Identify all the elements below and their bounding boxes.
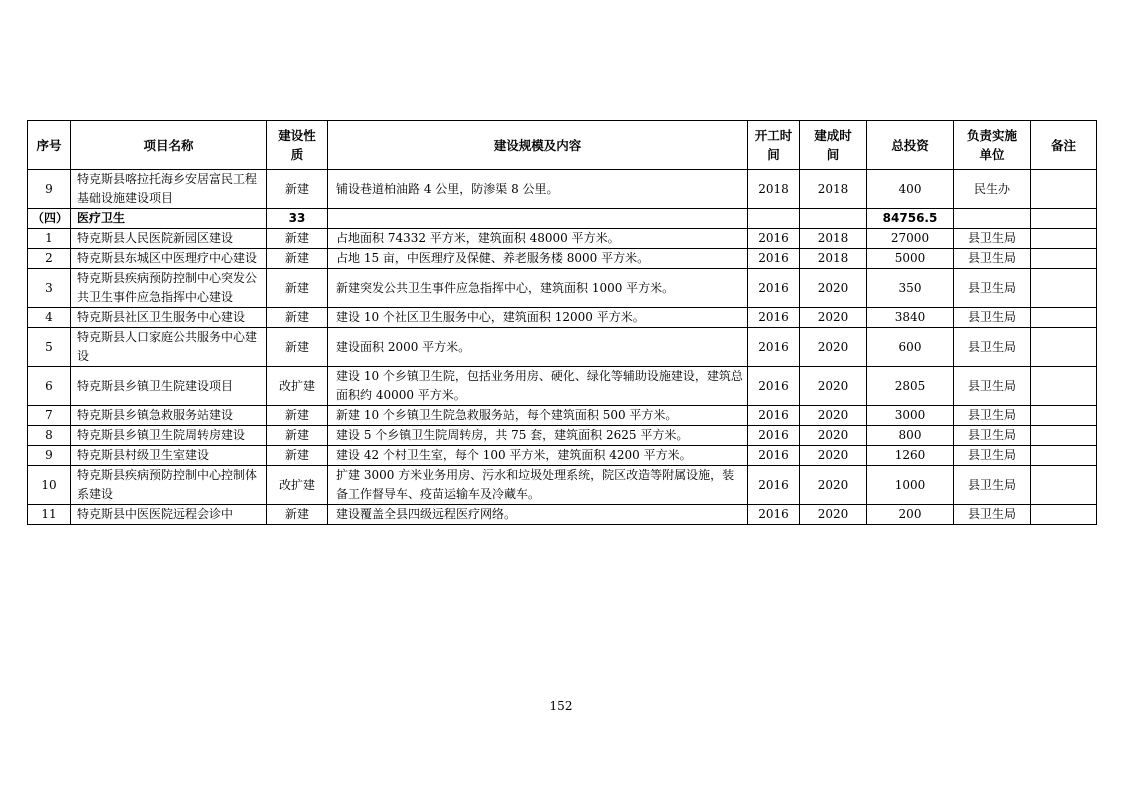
cell-investment: 400 bbox=[867, 170, 954, 209]
cell-remark bbox=[1031, 426, 1097, 446]
table-row bbox=[28, 446, 1097, 466]
cell-investment: 1000 bbox=[867, 466, 954, 505]
table-row bbox=[28, 328, 1097, 367]
project-table bbox=[27, 120, 1097, 525]
cell-scope: 新建突发公共卫生事件应急指挥中心，建筑面积 1000 平方米。 bbox=[328, 269, 748, 308]
cell-scope: 建设 10 个乡镇卫生院，包括业务用房、硬化、绿化等辅助设施建设，建筑总面积约 40000 平方米。 bbox=[328, 367, 748, 406]
cell-construction-nature: 新建 bbox=[267, 426, 328, 446]
cell-index: 8 bbox=[28, 426, 71, 446]
cell-investment: 3000 bbox=[867, 406, 954, 426]
cell-responsible-unit: 县卫生局 bbox=[954, 446, 1031, 466]
cell-project-name: 特克斯县东城区中医理疗中心建设 bbox=[71, 249, 267, 269]
cell-responsible-unit: 县卫生局 bbox=[954, 308, 1031, 328]
cell-scope: 建设面积 2000 平方米。 bbox=[328, 328, 748, 367]
cell-responsible-unit: 县卫生局 bbox=[954, 505, 1031, 525]
cell-project-name: 特克斯县乡镇卫生院周转房建设 bbox=[71, 426, 267, 446]
cell-responsible-unit: 县卫生局 bbox=[954, 269, 1031, 308]
cell-finish-year: 2020 bbox=[800, 406, 867, 426]
table-body bbox=[28, 170, 1097, 525]
header-remark: 备注 bbox=[1031, 121, 1097, 170]
cell-investment: 2805 bbox=[867, 367, 954, 406]
table-row bbox=[28, 269, 1097, 308]
cell-start-year: 2016 bbox=[748, 426, 800, 446]
section-row bbox=[28, 209, 1097, 229]
cell-construction-nature: 33 bbox=[267, 209, 328, 229]
cell-index: 5 bbox=[28, 328, 71, 367]
cell-project-name: 特克斯县村级卫生室建设 bbox=[71, 446, 267, 466]
cell-investment: 1260 bbox=[867, 446, 954, 466]
table-row bbox=[28, 308, 1097, 328]
cell-project-name: 特克斯县人民医院新园区建设 bbox=[71, 229, 267, 249]
cell-investment: 350 bbox=[867, 269, 954, 308]
cell-index: 3 bbox=[28, 269, 71, 308]
cell-project-name: 医疗卫生 bbox=[71, 209, 267, 229]
cell-finish-year: 2020 bbox=[800, 367, 867, 406]
cell-investment: 27000 bbox=[867, 229, 954, 249]
cell-construction-nature: 新建 bbox=[267, 446, 328, 466]
cell-project-name: 特克斯县社区卫生服务中心建设 bbox=[71, 308, 267, 328]
cell-construction-nature: 新建 bbox=[267, 170, 328, 209]
header-responsible-unit: 负责实施 单位 bbox=[954, 121, 1031, 170]
cell-responsible-unit: 县卫生局 bbox=[954, 426, 1031, 446]
cell-finish-year: 2020 bbox=[800, 466, 867, 505]
cell-construction-nature: 新建 bbox=[267, 328, 328, 367]
cell-project-name: 特克斯县疾病预防控制中心控制体系建设 bbox=[71, 466, 267, 505]
cell-start-year: 2016 bbox=[748, 308, 800, 328]
header-finish-time: 建成时 间 bbox=[800, 121, 867, 170]
cell-project-name: 特克斯县疾病预防控制中心突发公共卫生事件应急指挥中心建设 bbox=[71, 269, 267, 308]
cell-scope: 占地 15 亩，中医理疗及保健、养老服务楼 8000 平方米。 bbox=[328, 249, 748, 269]
table-row bbox=[28, 406, 1097, 426]
cell-scope: 新建 10 个乡镇卫生院急救服务站，每个建筑面积 500 平方米。 bbox=[328, 406, 748, 426]
table-row bbox=[28, 367, 1097, 406]
cell-responsible-unit bbox=[954, 209, 1031, 229]
cell-start-year: 2016 bbox=[748, 367, 800, 406]
cell-responsible-unit: 县卫生局 bbox=[954, 328, 1031, 367]
cell-index: 1 bbox=[28, 229, 71, 249]
cell-responsible-unit: 民生办 bbox=[954, 170, 1031, 209]
cell-index: 4 bbox=[28, 308, 71, 328]
cell-remark bbox=[1031, 446, 1097, 466]
cell-index: 9 bbox=[28, 446, 71, 466]
cell-scope: 建设 42 个村卫生室，每个 100 平方米，建筑面积 4200 平方米。 bbox=[328, 446, 748, 466]
cell-start-year: 2016 bbox=[748, 249, 800, 269]
cell-scope: 建设 5 个乡镇卫生院周转房，共 75 套，建筑面积 2625 平方米。 bbox=[328, 426, 748, 446]
cell-index: 2 bbox=[28, 249, 71, 269]
header-total-investment: 总投资 bbox=[867, 121, 954, 170]
cell-investment: 5000 bbox=[867, 249, 954, 269]
cell-start-year: 2016 bbox=[748, 446, 800, 466]
cell-responsible-unit: 县卫生局 bbox=[954, 249, 1031, 269]
cell-construction-nature: 新建 bbox=[267, 505, 328, 525]
cell-remark bbox=[1031, 249, 1097, 269]
cell-index: 9 bbox=[28, 170, 71, 209]
table-row bbox=[28, 466, 1097, 505]
table-row bbox=[28, 170, 1097, 209]
cell-responsible-unit: 县卫生局 bbox=[954, 367, 1031, 406]
cell-scope: 建设 10 个社区卫生服务中心，建筑面积 12000 平方米。 bbox=[328, 308, 748, 328]
cell-responsible-unit: 县卫生局 bbox=[954, 229, 1031, 249]
header-project-name: 项目名称 bbox=[71, 121, 267, 170]
table-row bbox=[28, 505, 1097, 525]
cell-construction-nature: 新建 bbox=[267, 269, 328, 308]
cell-start-year: 2016 bbox=[748, 328, 800, 367]
cell-construction-nature: 改扩建 bbox=[267, 466, 328, 505]
cell-construction-nature: 新建 bbox=[267, 406, 328, 426]
cell-project-name: 特克斯县中医医院远程会诊中 bbox=[71, 505, 267, 525]
cell-project-name: 特克斯县乡镇急救服务站建设 bbox=[71, 406, 267, 426]
cell-start-year: 2016 bbox=[748, 406, 800, 426]
cell-start-year: 2016 bbox=[748, 229, 800, 249]
cell-remark bbox=[1031, 170, 1097, 209]
cell-finish-year: 2020 bbox=[800, 328, 867, 367]
cell-construction-nature: 新建 bbox=[267, 229, 328, 249]
table-row bbox=[28, 426, 1097, 446]
cell-construction-nature: 新建 bbox=[267, 308, 328, 328]
cell-index: 7 bbox=[28, 406, 71, 426]
page-number: 152 bbox=[549, 699, 573, 713]
cell-finish-year: 2018 bbox=[800, 249, 867, 269]
cell-construction-nature: 改扩建 bbox=[267, 367, 328, 406]
cell-finish-year: 2020 bbox=[800, 269, 867, 308]
table-row bbox=[28, 249, 1097, 269]
cell-remark bbox=[1031, 367, 1097, 406]
cell-scope: 铺设巷道柏油路 4 公里，防渗渠 8 公里。 bbox=[328, 170, 748, 209]
cell-construction-nature: 新建 bbox=[267, 249, 328, 269]
cell-investment: 84756.5 bbox=[867, 209, 954, 229]
header-start-time: 开工时 间 bbox=[748, 121, 800, 170]
cell-finish-year: 2020 bbox=[800, 426, 867, 446]
cell-investment: 3840 bbox=[867, 308, 954, 328]
cell-finish-year: 2020 bbox=[800, 505, 867, 525]
cell-project-name: 特克斯县喀拉托海乡安居富民工程基础设施建设项目 bbox=[71, 170, 267, 209]
cell-project-name: 特克斯县乡镇卫生院建设项目 bbox=[71, 367, 267, 406]
cell-remark bbox=[1031, 406, 1097, 426]
cell-scope bbox=[328, 209, 748, 229]
cell-start-year bbox=[748, 209, 800, 229]
table-row bbox=[28, 229, 1097, 249]
cell-index: 6 bbox=[28, 367, 71, 406]
cell-remark bbox=[1031, 209, 1097, 229]
cell-responsible-unit: 县卫生局 bbox=[954, 466, 1031, 505]
cell-finish-year: 2018 bbox=[800, 229, 867, 249]
header-index: 序号 bbox=[28, 121, 71, 170]
cell-remark bbox=[1031, 229, 1097, 249]
cell-finish-year: 2020 bbox=[800, 446, 867, 466]
header-scope: 建设规模及内容 bbox=[328, 121, 748, 170]
cell-index: 11 bbox=[28, 505, 71, 525]
cell-finish-year: 2020 bbox=[800, 308, 867, 328]
table-header-row bbox=[28, 121, 1097, 170]
header-construction-nature: 建设性 质 bbox=[267, 121, 328, 170]
cell-investment: 600 bbox=[867, 328, 954, 367]
cell-finish-year: 2018 bbox=[800, 170, 867, 209]
cell-responsible-unit: 县卫生局 bbox=[954, 406, 1031, 426]
cell-start-year: 2016 bbox=[748, 269, 800, 308]
cell-scope: 建设覆盖全县四级远程医疗网络。 bbox=[328, 505, 748, 525]
cell-index: （四） bbox=[28, 209, 71, 229]
cell-scope: 占地面积 74332 平方米，建筑面积 48000 平方米。 bbox=[328, 229, 748, 249]
cell-scope: 扩建 3000 方米业务用房、污水和垃圾处理系统，院区改造等附属设施，装备工作督导车、疫苗运输车及冷藏车。 bbox=[328, 466, 748, 505]
cell-remark bbox=[1031, 505, 1097, 525]
cell-remark bbox=[1031, 269, 1097, 308]
cell-investment: 800 bbox=[867, 426, 954, 446]
cell-index: 10 bbox=[28, 466, 71, 505]
cell-remark bbox=[1031, 328, 1097, 367]
cell-project-name: 特克斯县人口家庭公共服务中心建设 bbox=[71, 328, 267, 367]
cell-finish-year bbox=[800, 209, 867, 229]
cell-start-year: 2016 bbox=[748, 505, 800, 525]
cell-remark bbox=[1031, 308, 1097, 328]
cell-start-year: 2016 bbox=[748, 466, 800, 505]
cell-investment: 200 bbox=[867, 505, 954, 525]
cell-start-year: 2018 bbox=[748, 170, 800, 209]
cell-remark bbox=[1031, 466, 1097, 505]
